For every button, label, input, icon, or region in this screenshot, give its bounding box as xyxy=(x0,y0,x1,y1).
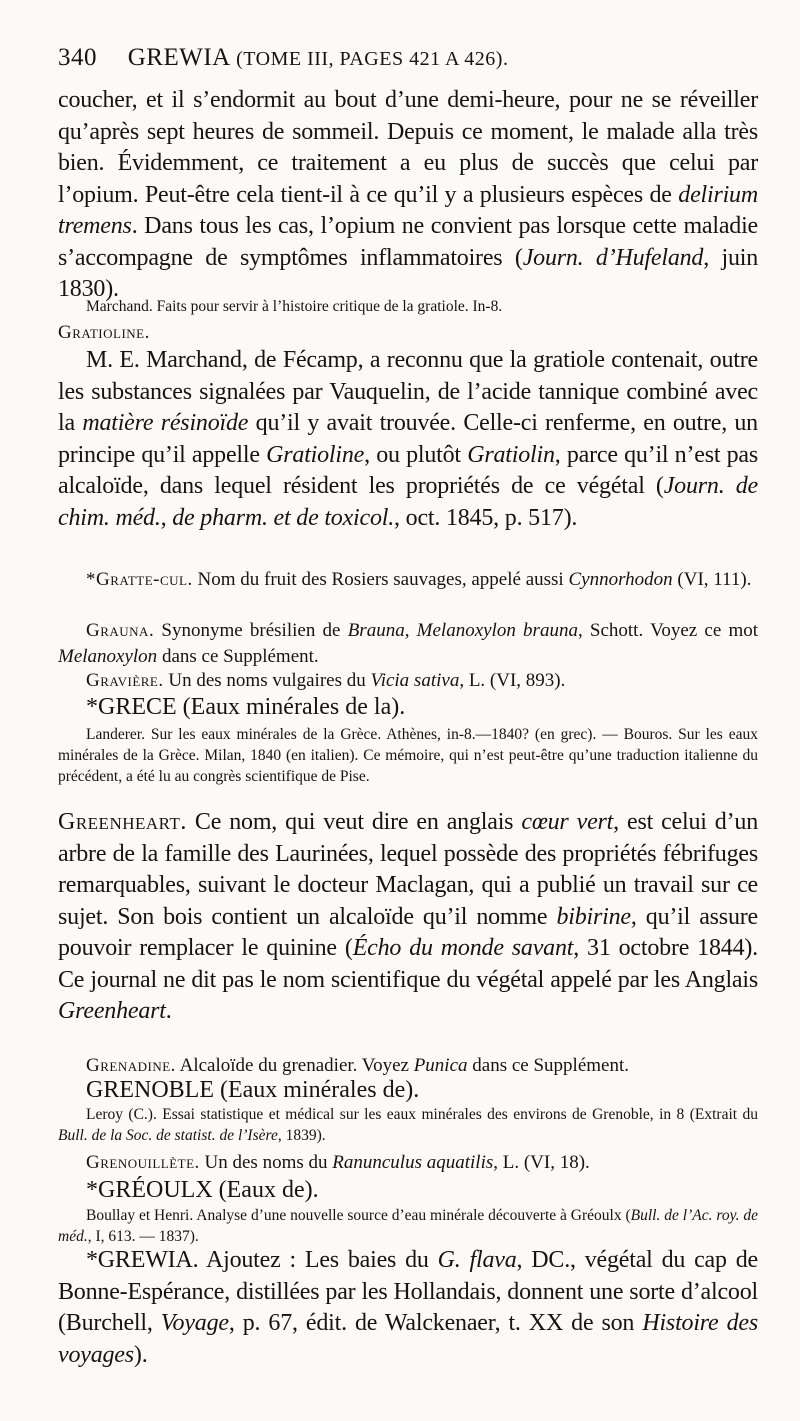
text: Synonyme brésilien de xyxy=(161,620,341,641)
text: , L. (VI, 18). xyxy=(493,1152,590,1173)
bibliography-note xyxy=(58,296,758,317)
text: M. E. Marchand, de Fécamp, a reconnu que la gratiole contenait, outre les substances signalées par Vauquelin, de l’acide tannique combiné avec la xyxy=(58,347,758,436)
page-number: 340 xyxy=(58,44,97,71)
italic-text: Gratiolin xyxy=(467,441,555,468)
paragraph-continuation xyxy=(58,85,758,306)
text: , ou plutôt xyxy=(364,441,461,468)
entry-grece-heading xyxy=(58,692,758,724)
text: Ce nom, qui veut dire en anglais xyxy=(194,809,514,835)
entry-graviere xyxy=(58,668,758,694)
italic-text: delirium tremens xyxy=(58,181,758,239)
text: Un des noms vulgaires du xyxy=(168,670,366,691)
entry-headword: *Gratte-cul. xyxy=(86,569,193,590)
text: Alcaloïde du grenadier. Voyez xyxy=(179,1055,409,1076)
text: ). xyxy=(133,1341,148,1368)
text: . Dans tous les cas, l’opium ne convient pas lorsque cette maladie s’accompagne de symptômes inflammatoires ( xyxy=(58,213,758,271)
italic-text: Melanoxylon brauna xyxy=(416,620,578,641)
text: , juin 1830). xyxy=(58,244,759,302)
running-title: GREWIA xyxy=(127,44,230,71)
entry-grece-bibliography xyxy=(58,724,758,787)
text: , L. (VI, 893). xyxy=(459,670,566,691)
entry-headword: *GRECE (Eaux minérales de la). xyxy=(86,694,406,720)
entry-headword: *GRÉOULX (Eaux de). xyxy=(86,1177,319,1203)
italic-text: Vicia sativa xyxy=(370,670,460,691)
text: dans ce Supplément. xyxy=(472,1055,629,1076)
entry-headword: Grenadine. xyxy=(86,1055,176,1076)
text: Boullay et Henri. Analyse d’une nouvelle source d’eau minérale découverte à Gréoulx ( xyxy=(86,1207,631,1224)
entry-grenoble-heading xyxy=(58,1075,758,1107)
entry-greenheart xyxy=(58,807,758,1028)
entry-gratte-cul xyxy=(58,567,758,593)
italic-text: Greenheart xyxy=(58,998,166,1024)
italic-text: Journ. d’Hufeland xyxy=(522,244,704,271)
italic-text: Bull. de l’Ac. roy. de méd. xyxy=(58,1207,758,1245)
entry-gratioline-body xyxy=(58,345,758,534)
text: , oct. 1845, p. 517). xyxy=(394,504,578,531)
text: *GREWIA. Ajoutez : Les baies du xyxy=(86,1247,429,1273)
text: , parce qu’il n’est pas alcaloïde, dans lequel résident les propriétés de ce végétal ( xyxy=(58,441,759,499)
text: , xyxy=(404,620,410,641)
italic-text: Journ. de chim. méd., de pharm. et de toxicol. xyxy=(58,473,758,531)
text: , 1839). xyxy=(277,1127,326,1144)
italic-text: Écho du monde savant xyxy=(352,935,574,961)
italic-text: Cynnorhodon xyxy=(568,569,673,590)
text: , p. 67, édit. de Walckenaer, t. XX de son xyxy=(228,1310,635,1336)
italic-text: Gratioline xyxy=(266,441,365,468)
running-header xyxy=(58,44,758,72)
text: Leroy (C.). Essai statistique et médical sur les eaux minérales des environs de Grenoble, in 8 (Extrait du xyxy=(86,1106,758,1123)
text: Marchand. Faits pour servir à l’histoire critique de la gratiole. In-8. xyxy=(86,298,503,315)
entry-greoulx-bibliography xyxy=(58,1205,758,1247)
text: , est celui d’un arbre de la famille des Laurinées, lequel possède des propriétés fébrifuges remarquables, suivant le docteur Maclagan, qui a publié un travail sur ce sujet. Son bois contient un alcaloïde qu’il nomme xyxy=(58,809,758,930)
entry-headword: Gratioline. xyxy=(58,322,150,343)
entry-grenoble-bibliography xyxy=(58,1104,758,1146)
text: , Schott. Voyez ce mot xyxy=(577,620,759,641)
entry-greoulx-heading xyxy=(58,1175,758,1207)
italic-text: Histoire des voyages xyxy=(58,1310,758,1368)
entry-headword: Grauna. xyxy=(86,620,155,641)
entry-headword: Gravière. xyxy=(86,670,164,691)
entry-headword: GRENOBLE (Eaux minérales de). xyxy=(86,1077,420,1103)
text: , 31 octobre 1844). Ce journal ne dit pas le nom scientifique du végétal appelé par les Anglais xyxy=(58,935,758,993)
text: , qu’il assure pouvoir remplacer le quinine ( xyxy=(58,903,758,961)
italic-text: cœur vert xyxy=(521,809,614,835)
text: Landerer. Sur les eaux minérales de la Grèce. Athènes, in-8.—1840? (en grec). — Bouros. Sur les eaux minérales de la Grèce. Milan, 1840 (en italien). Ce mémoire, qui n’est peut-être qu’une traduction italienne du précédent, a été lu au congrès scientifique de Pise. xyxy=(58,726,758,785)
italic-text: G. flava xyxy=(437,1247,517,1273)
italic-text: Brauna xyxy=(347,620,405,641)
entry-gratioline-heading xyxy=(58,320,758,346)
entry-headword: Greenheart. xyxy=(58,809,187,835)
text: qu’il y avait trouvée. Celle-ci renferme, en outre, un principe qu’il appelle xyxy=(58,410,758,468)
text: Nom du fruit des Rosiers sauvages, appelé aussi xyxy=(197,569,564,590)
italic-text: Bull. de la Soc. de statist. de l’Isère xyxy=(58,1127,278,1144)
italic-text: Voyage xyxy=(160,1310,229,1336)
entry-grenouillete xyxy=(58,1150,758,1176)
italic-text: Melanoxylon xyxy=(58,645,158,667)
text: dans ce Supplément. xyxy=(161,645,319,667)
entry-headword: Grenouillète. xyxy=(86,1152,200,1173)
italic-text: Punica xyxy=(413,1055,468,1076)
text: coucher, et il s’endormit au bout d’une demi-heure, pour ne se réveiller qu’après sept heures de sommeil. Depuis ce moment, le malade alla très bien. Évidemment, ce traitement a eu plus de succès que celui par l’opium. Peut-être cela tient-il à ce qu’il y a plusieurs espèces de xyxy=(58,87,758,208)
text: (VI, 111). xyxy=(677,569,752,590)
text: . xyxy=(165,998,172,1024)
entry-grauna xyxy=(58,618,758,669)
italic-text: bibirine xyxy=(556,903,631,930)
text: Un des noms du xyxy=(204,1152,328,1173)
text: , DC., végétal du cap de Bonne-Espérance, distillées par les Hollandais, donnent une sorte d’alcool (Burchell, xyxy=(58,1247,758,1336)
running-title-pages: (TOME III, PAGES 421 A 426). xyxy=(236,48,509,70)
italic-text: matière résinoïde xyxy=(82,410,249,436)
italic-text: Ranunculus aquatilis xyxy=(332,1152,494,1173)
entry-grewia xyxy=(58,1245,758,1371)
text: , I, 613. — 1837). xyxy=(87,1228,199,1245)
